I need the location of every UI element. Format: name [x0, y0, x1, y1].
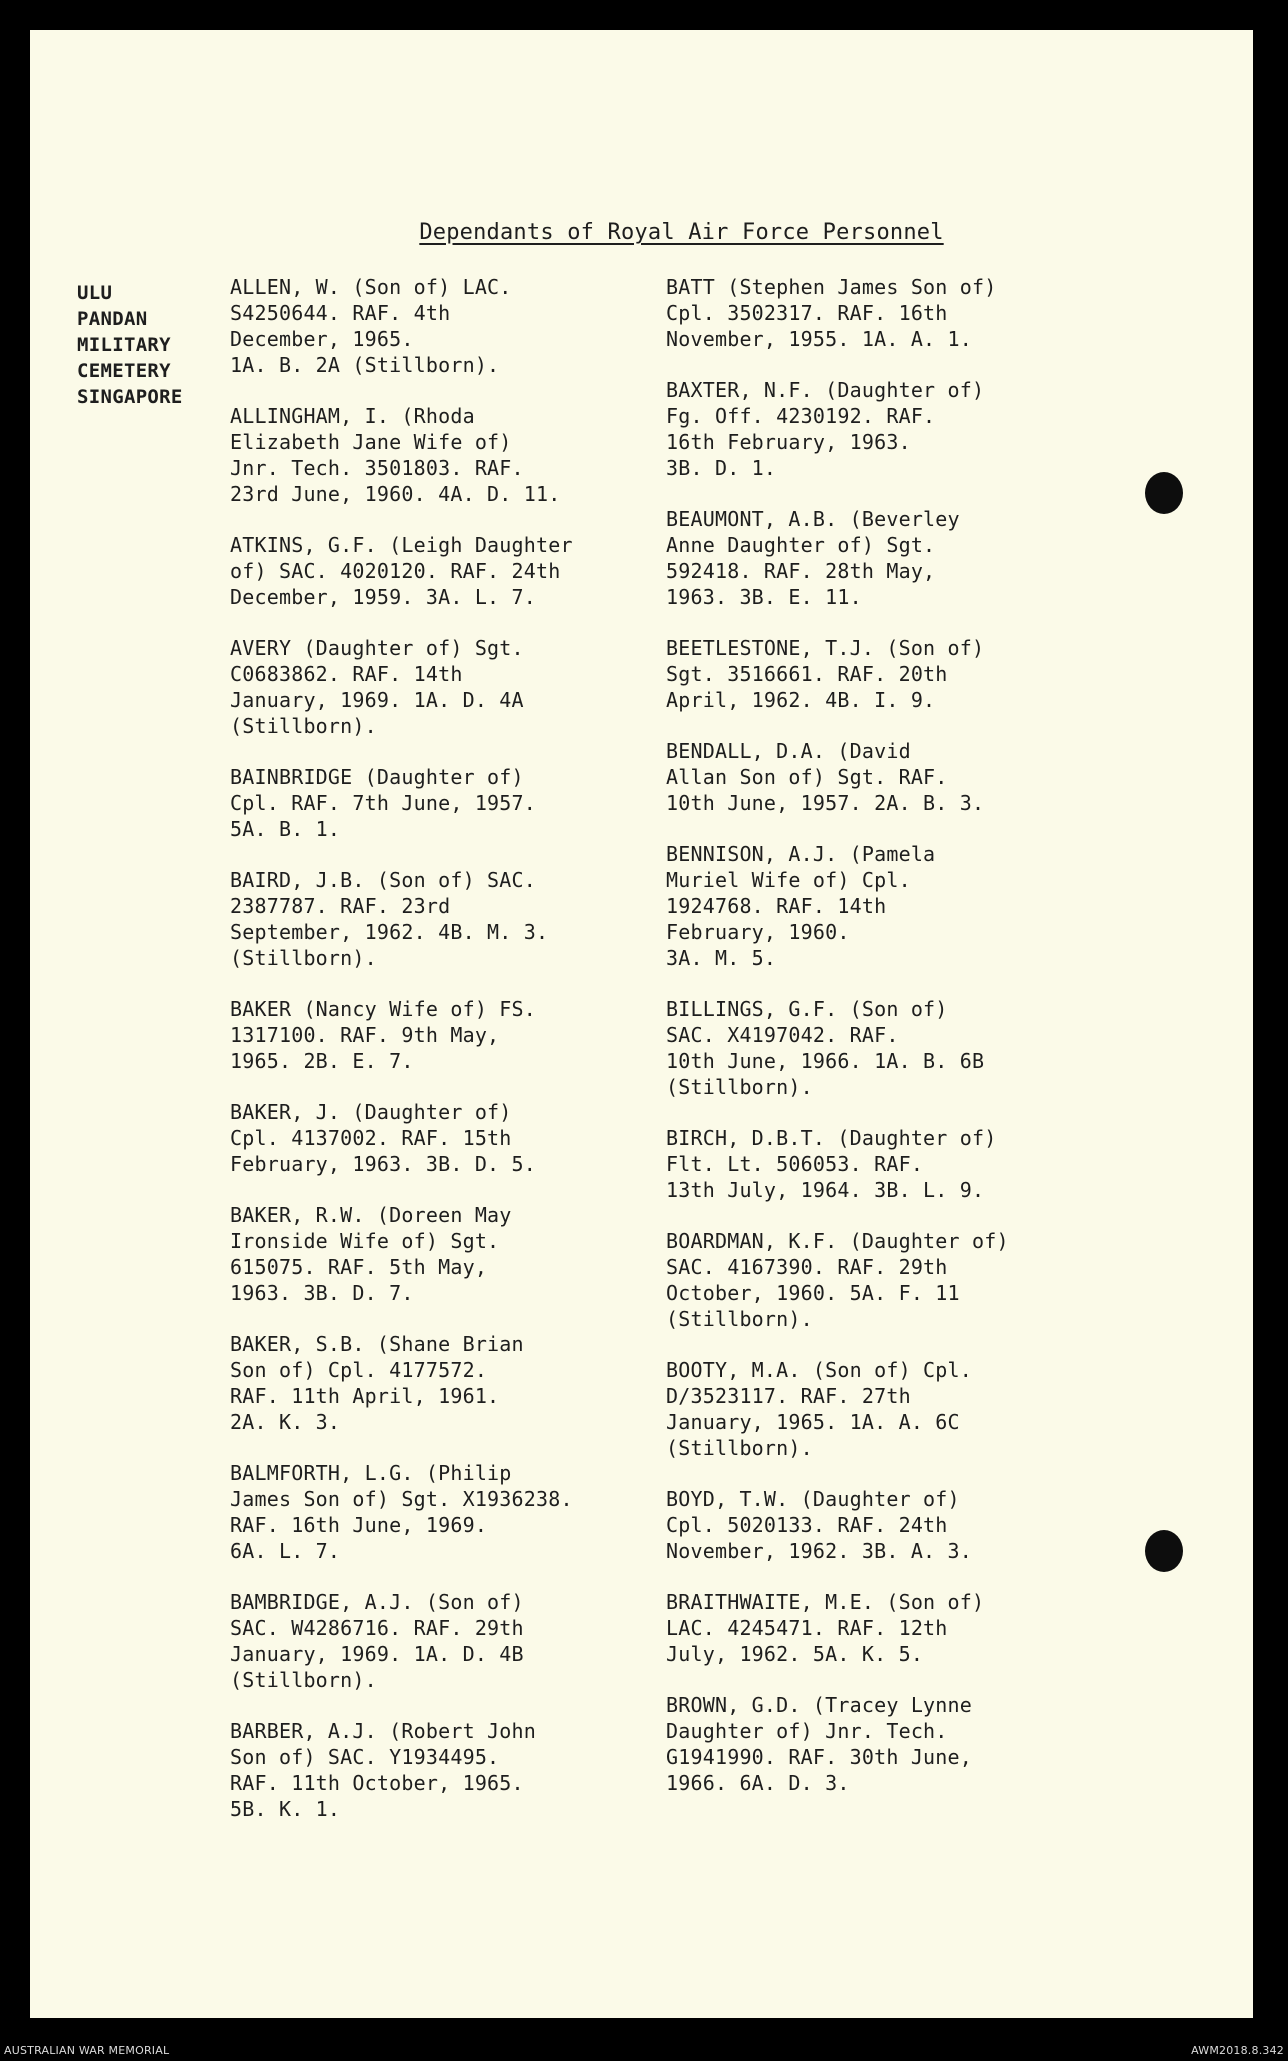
footer-archive-name: AUSTRALIAN WAR MEMORIAL	[4, 2044, 170, 2057]
entries-column-right	[666, 274, 1086, 1821]
list-item: BATT (Stephen James Son of) Cpl. 3502317. RAF. 16th November, 1955. 1A. A. 1.	[666, 275, 997, 351]
list-item: BIRCH, D.B.T. (Daughter of) Flt. Lt. 506053. RAF. 13th July, 1964. 3B. L. 9.	[666, 1126, 997, 1202]
list-item: BEAUMONT, A.B. (Beverley Anne Daughter of) Sgt. 592418. RAF. 28th May, 1963. 3B. E. 11.	[666, 507, 960, 609]
list-item: ALLEN, W. (Son of) LAC. S4250644. RAF. 4th December, 1965. 1A. B. 2A (Stillborn).	[230, 275, 512, 377]
list-item: BAINBRIDGE (Daughter of) Cpl. RAF. 7th June, 1957. 5A. B. 1.	[230, 765, 537, 841]
list-item: AVERY (Daughter of) Sgt. C0683862. RAF. 14th January, 1969. 1A. D. 4A (Stillborn).	[230, 636, 524, 738]
list-item: BENNISON, A.J. (Pamela Muriel Wife of) Cpl. 1924768. RAF. 14th February, 1960. 3A. M. 5.	[666, 842, 936, 970]
cemetery-location: ULU PANDAN MILITARY CEMETERY SINGAPORE	[77, 282, 183, 408]
list-item: BAKER (Nancy Wife of) FS. 1317100. RAF. 9th May, 1965. 2B. E. 7.	[230, 997, 537, 1073]
list-item: BOYD, T.W. (Daughter of) Cpl. 5020133. RAF. 24th November, 1962. 3B. A. 3.	[666, 1487, 973, 1563]
list-item: ATKINS, G.F. (Leigh Daughter of) SAC. 4020120. RAF. 24th December, 1959. 3A. L. 7.	[230, 533, 573, 609]
list-item: BAIRD, J.B. (Son of) SAC. 2387787. RAF. 23rd September, 1962. 4B. M. 3. (Stillborn).	[230, 868, 549, 970]
list-item: BROWN, G.D. (Tracey Lynne Daughter of) Jnr. Tech. G1941990. RAF. 30th June, 1966. 6A. D. 3.	[666, 1693, 973, 1795]
list-item: BAMBRIDGE, A.J. (Son of) SAC. W4286716. RAF. 29th January, 1969. 1A. D. 4B (Stillborn).	[230, 1590, 524, 1692]
document-page	[30, 30, 1253, 2018]
list-item: BAXTER, N.F. (Daughter of) Fg. Off. 4230192. RAF. 16th February, 1963. 3B. D. 1.	[666, 378, 985, 480]
list-item: ALLINGHAM, I. (Rhoda Elizabeth Jane Wife of) Jnr. Tech. 3501803. RAF. 23rd June, 1960. 4A. D. 11.	[230, 404, 561, 506]
punch-hole-top	[1145, 472, 1183, 514]
page-title: Dependants of Royal Air Force Personnel	[419, 220, 944, 245]
footer-reference-number: AWM2018.8.342	[1191, 2044, 1284, 2057]
list-item: BOARDMAN, K.F. (Daughter of) SAC. 4167390. RAF. 29th October, 1960. 5A. F. 11 (Stillborn).	[666, 1229, 1009, 1331]
list-item: BILLINGS, G.F. (Son of) SAC. X4197042. RAF. 10th June, 1966. 1A. B. 6B (Stillborn).	[666, 997, 985, 1099]
list-item: BAKER, R.W. (Doreen May Ironside Wife of) Sgt. 615075. RAF. 5th May, 1963. 3B. D. 7.	[230, 1203, 512, 1305]
list-item: BEETLESTONE, T.J. (Son of) Sgt. 3516661. RAF. 20th April, 1962. 4B. I. 9.	[666, 636, 985, 712]
list-item: BOOTY, M.A. (Son of) Cpl. D/3523117. RAF. 27th January, 1965. 1A. A. 6C (Stillborn).	[666, 1358, 973, 1460]
list-item: BAKER, J. (Daughter of) Cpl. 4137002. RAF. 15th February, 1963. 3B. D. 5.	[230, 1100, 537, 1176]
punch-hole-bottom	[1145, 1530, 1183, 1572]
list-item: BALMFORTH, L.G. (Philip James Son of) Sgt. X1936238. RAF. 16th June, 1969. 6A. L. 7.	[230, 1461, 573, 1563]
list-item: BENDALL, D.A. (David Allan Son of) Sgt. RAF. 10th June, 1957. 2A. B. 3.	[666, 739, 985, 815]
entries-column-left	[230, 274, 650, 1847]
list-item: BAKER, S.B. (Shane Brian Son of) Cpl. 4177572. RAF. 11th April, 1961. 2A. K. 3.	[230, 1332, 524, 1434]
list-item: BARBER, A.J. (Robert John Son of) SAC. Y1934495. RAF. 11th October, 1965. 5B. K. 1.	[230, 1719, 537, 1821]
list-item: BRAITHWAITE, M.E. (Son of) LAC. 4245471. RAF. 12th July, 1962. 5A. K. 5.	[666, 1590, 985, 1666]
